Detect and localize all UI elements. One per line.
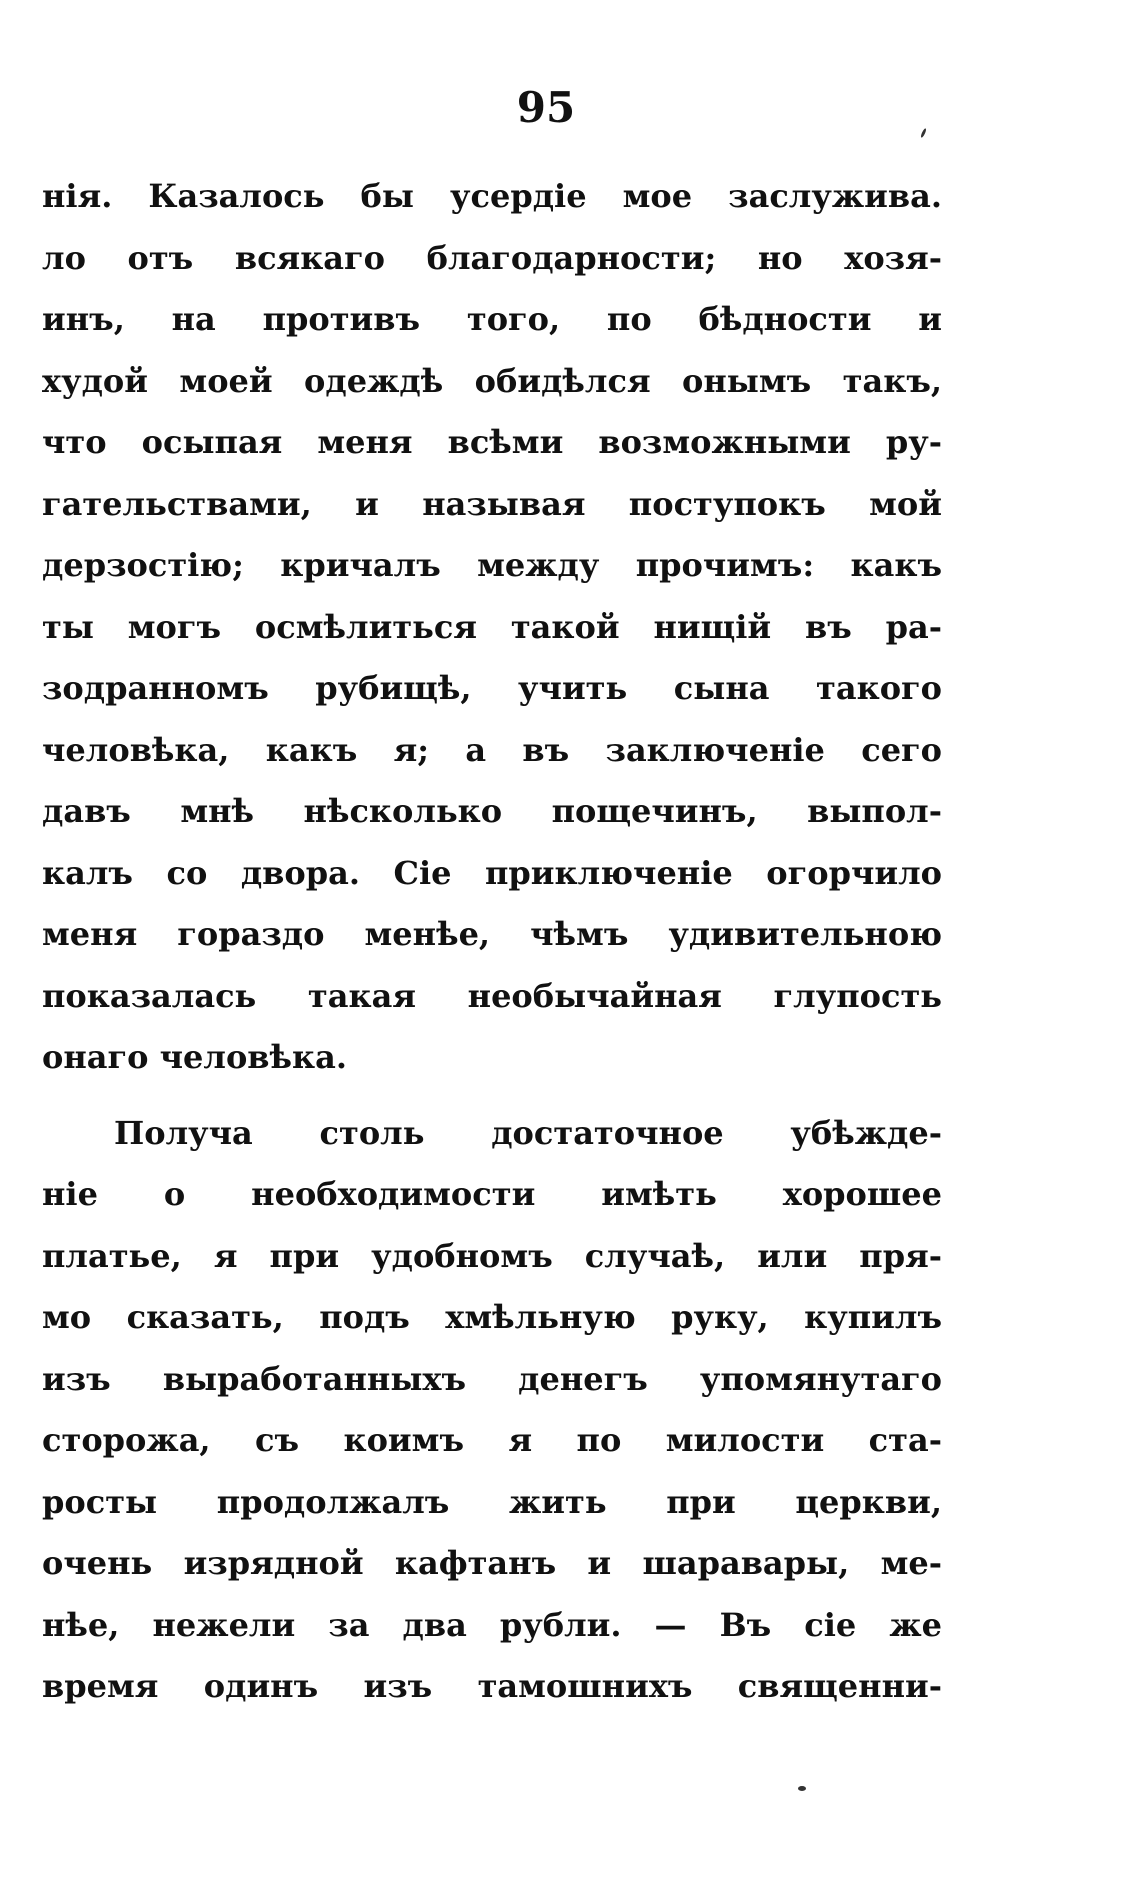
text-line: ло отъ всякаго благодарности; но хозя- xyxy=(42,238,942,277)
text-line: очень изрядной кафтанъ и шаравары, ме- xyxy=(42,1544,942,1582)
text-line: показалась такая необычайная глупость xyxy=(42,976,942,1015)
text-line: сторожа, съ коимъ я по милости ста- xyxy=(42,1421,942,1459)
text-line: Получа столь достаточное убѣжде- xyxy=(114,1113,942,1152)
text-line: что осыпая меня всѣми возможными ру- xyxy=(42,423,942,461)
text-line: нія. Казалось бы усердіе мое заслужива. xyxy=(42,177,942,215)
text-line: инъ, на противъ того, по бѣдности и xyxy=(42,300,942,338)
page-text xyxy=(42,166,942,1718)
text-line: онаго человѣка. xyxy=(42,1038,347,1076)
text-line: ты могъ осмѣлиться такой нищій въ ра- xyxy=(42,607,942,646)
text-line: ніе о необходимости имѣть хорошее xyxy=(42,1175,942,1213)
text-line: давъ мнѣ нѣсколько пощечинъ, выпол- xyxy=(42,792,942,830)
text-line: меня гораздо менѣе, чѣмъ удивительною xyxy=(42,915,942,953)
paragraph-1 xyxy=(42,166,942,1089)
text-line: дерзостію; кричалъ между прочимъ: какъ xyxy=(42,546,942,584)
text-line: калъ со двора. Сіе приключеніе огорчило xyxy=(42,853,942,892)
page-number: 95 xyxy=(516,83,576,132)
text-line: человѣка, какъ я; а въ заключеніе сего xyxy=(42,730,942,769)
paragraph-2 xyxy=(42,1103,942,1718)
text-line: платье, я при удобномъ случаѣ, или пря- xyxy=(42,1236,942,1275)
text-line: росты продолжалъ жить при церкви, xyxy=(42,1482,942,1521)
text-line: нѣе, нежели за два рубли. — Въ сіе же xyxy=(42,1605,942,1644)
text-line: худой моей одеждѣ обидѣлся онымъ такъ, xyxy=(42,361,942,400)
text-line: зодранномъ рубищѣ, учить сына такого xyxy=(42,669,942,707)
ink-speck xyxy=(798,1786,806,1791)
text-line: изъ выработанныхъ денегъ упомянутаго xyxy=(42,1359,942,1398)
text-line: время одинъ изъ тамошнихъ священни- xyxy=(42,1667,942,1705)
text-line: мо сказать, подъ хмѣльную руку, купилъ xyxy=(42,1298,942,1336)
text-line: гательствами, и называя поступокъ мой xyxy=(42,484,942,523)
